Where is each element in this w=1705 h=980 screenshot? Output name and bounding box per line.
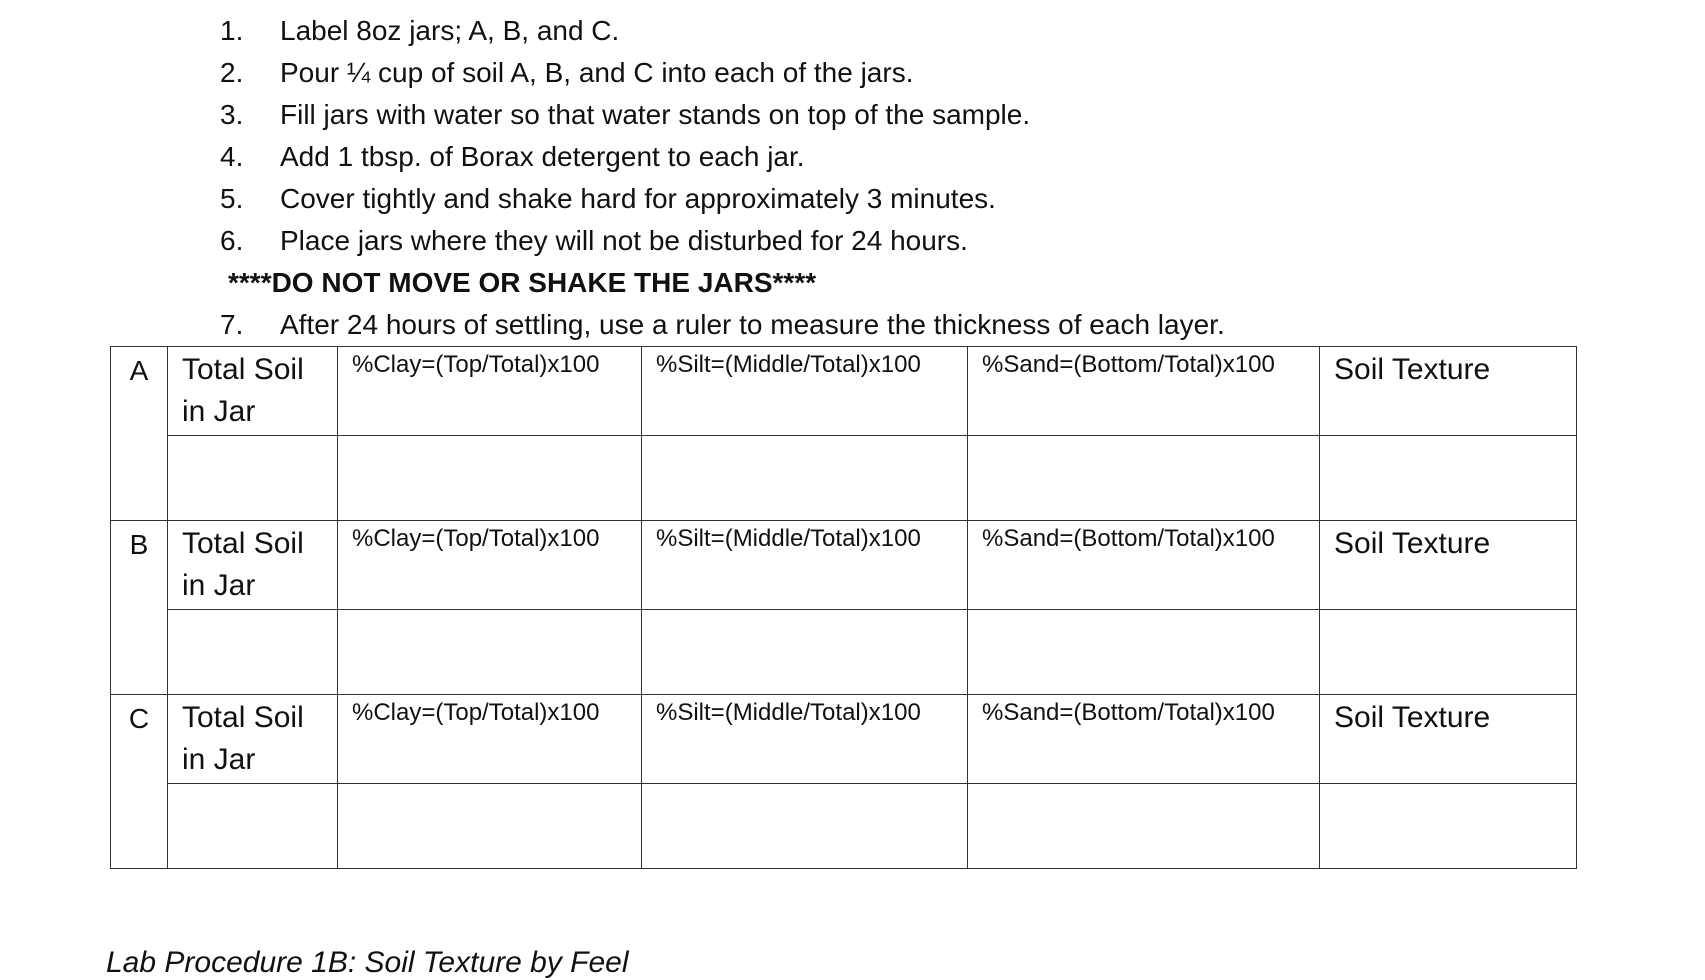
warning-text: ****DO NOT MOVE OR SHAKE THE JARS**** (228, 267, 817, 298)
sand-header: %Sand=(Bottom/Total)x100 (968, 521, 1320, 610)
clay-cell[interactable] (338, 784, 642, 869)
silt-cell[interactable] (642, 610, 968, 695)
step-number: 3. (220, 99, 244, 130)
total-soil-cell[interactable] (168, 610, 338, 695)
clay-cell[interactable] (338, 436, 642, 521)
total-soil-header: Total Soil in Jar (168, 521, 338, 610)
step-1 (220, 14, 619, 48)
step-text: Place jars where they will not be disturbed for 24 hours. (280, 225, 968, 256)
sand-cell[interactable] (968, 784, 1320, 869)
step-number: 4. (220, 141, 244, 172)
total-soil-header: Total Soil in Jar (168, 695, 338, 784)
step-text: Add 1 tbsp. of Borax detergent to each jar. (280, 141, 805, 172)
step-number: 1. (220, 15, 244, 46)
silt-cell[interactable] (642, 436, 968, 521)
sand-header: %Sand=(Bottom/Total)x100 (968, 347, 1320, 436)
step-3 (220, 98, 1030, 132)
step-2 (220, 56, 913, 90)
step-number: 7. (220, 309, 244, 340)
soil-texture-header: Soil Texture (1320, 695, 1577, 784)
soil-texture-header: Soil Texture (1320, 521, 1577, 610)
sand-cell[interactable] (968, 436, 1320, 521)
sand-header: %Sand=(Bottom/Total)x100 (968, 695, 1320, 784)
soil-texture-cell[interactable] (1320, 610, 1577, 695)
step-text: After 24 hours of settling, use a ruler to measure the thickness of each layer. (280, 309, 1225, 340)
clay-header: %Clay=(Top/Total)x100 (338, 347, 642, 436)
soil-texture-cell[interactable] (1320, 784, 1577, 869)
jar-b-value-row (111, 610, 1577, 695)
jar-a-value-row (111, 436, 1577, 521)
silt-header: %Silt=(Middle/Total)x100 (642, 521, 968, 610)
jar-a-header-row (111, 347, 1577, 436)
soil-texture-header: Soil Texture (1320, 347, 1577, 436)
step-text: Pour ¼ cup of soil A, B, and C into each of the jars. (280, 57, 914, 88)
jar-label-c: C (111, 695, 168, 869)
step-5 (220, 182, 996, 216)
silt-header: %Silt=(Middle/Total)x100 (642, 695, 968, 784)
step-text: Label 8oz jars; A, B, and C. (280, 15, 620, 46)
step-text: Cover tightly and shake hard for approximately 3 minutes. (280, 183, 996, 214)
clay-cell[interactable] (338, 610, 642, 695)
jar-c-header-row (111, 695, 1577, 784)
step-6 (220, 224, 968, 258)
step-number: 2. (220, 57, 244, 88)
jar-label-a: A (111, 347, 168, 521)
clay-header: %Clay=(Top/Total)x100 (338, 521, 642, 610)
step-4 (220, 140, 805, 174)
step-7 (220, 308, 1225, 342)
silt-cell[interactable] (642, 784, 968, 869)
clay-header: %Clay=(Top/Total)x100 (338, 695, 642, 784)
step-number: 5. (220, 183, 244, 214)
silt-header: %Silt=(Middle/Total)x100 (642, 347, 968, 436)
total-soil-cell[interactable] (168, 784, 338, 869)
sand-cell[interactable] (968, 610, 1320, 695)
jar-c-value-row (111, 784, 1577, 869)
step-text: Fill jars with water so that water stands on top of the sample. (280, 99, 1031, 130)
next-section-heading: Lab Procedure 1B: Soil Texture by Feel (106, 946, 629, 979)
step-number: 6. (220, 225, 244, 256)
jar-label-b: B (111, 521, 168, 695)
jar-b-header-row (111, 521, 1577, 610)
soil-results-table (110, 346, 1577, 869)
total-soil-cell[interactable] (168, 436, 338, 521)
total-soil-header: Total Soil in Jar (168, 347, 338, 436)
soil-texture-cell[interactable] (1320, 436, 1577, 521)
